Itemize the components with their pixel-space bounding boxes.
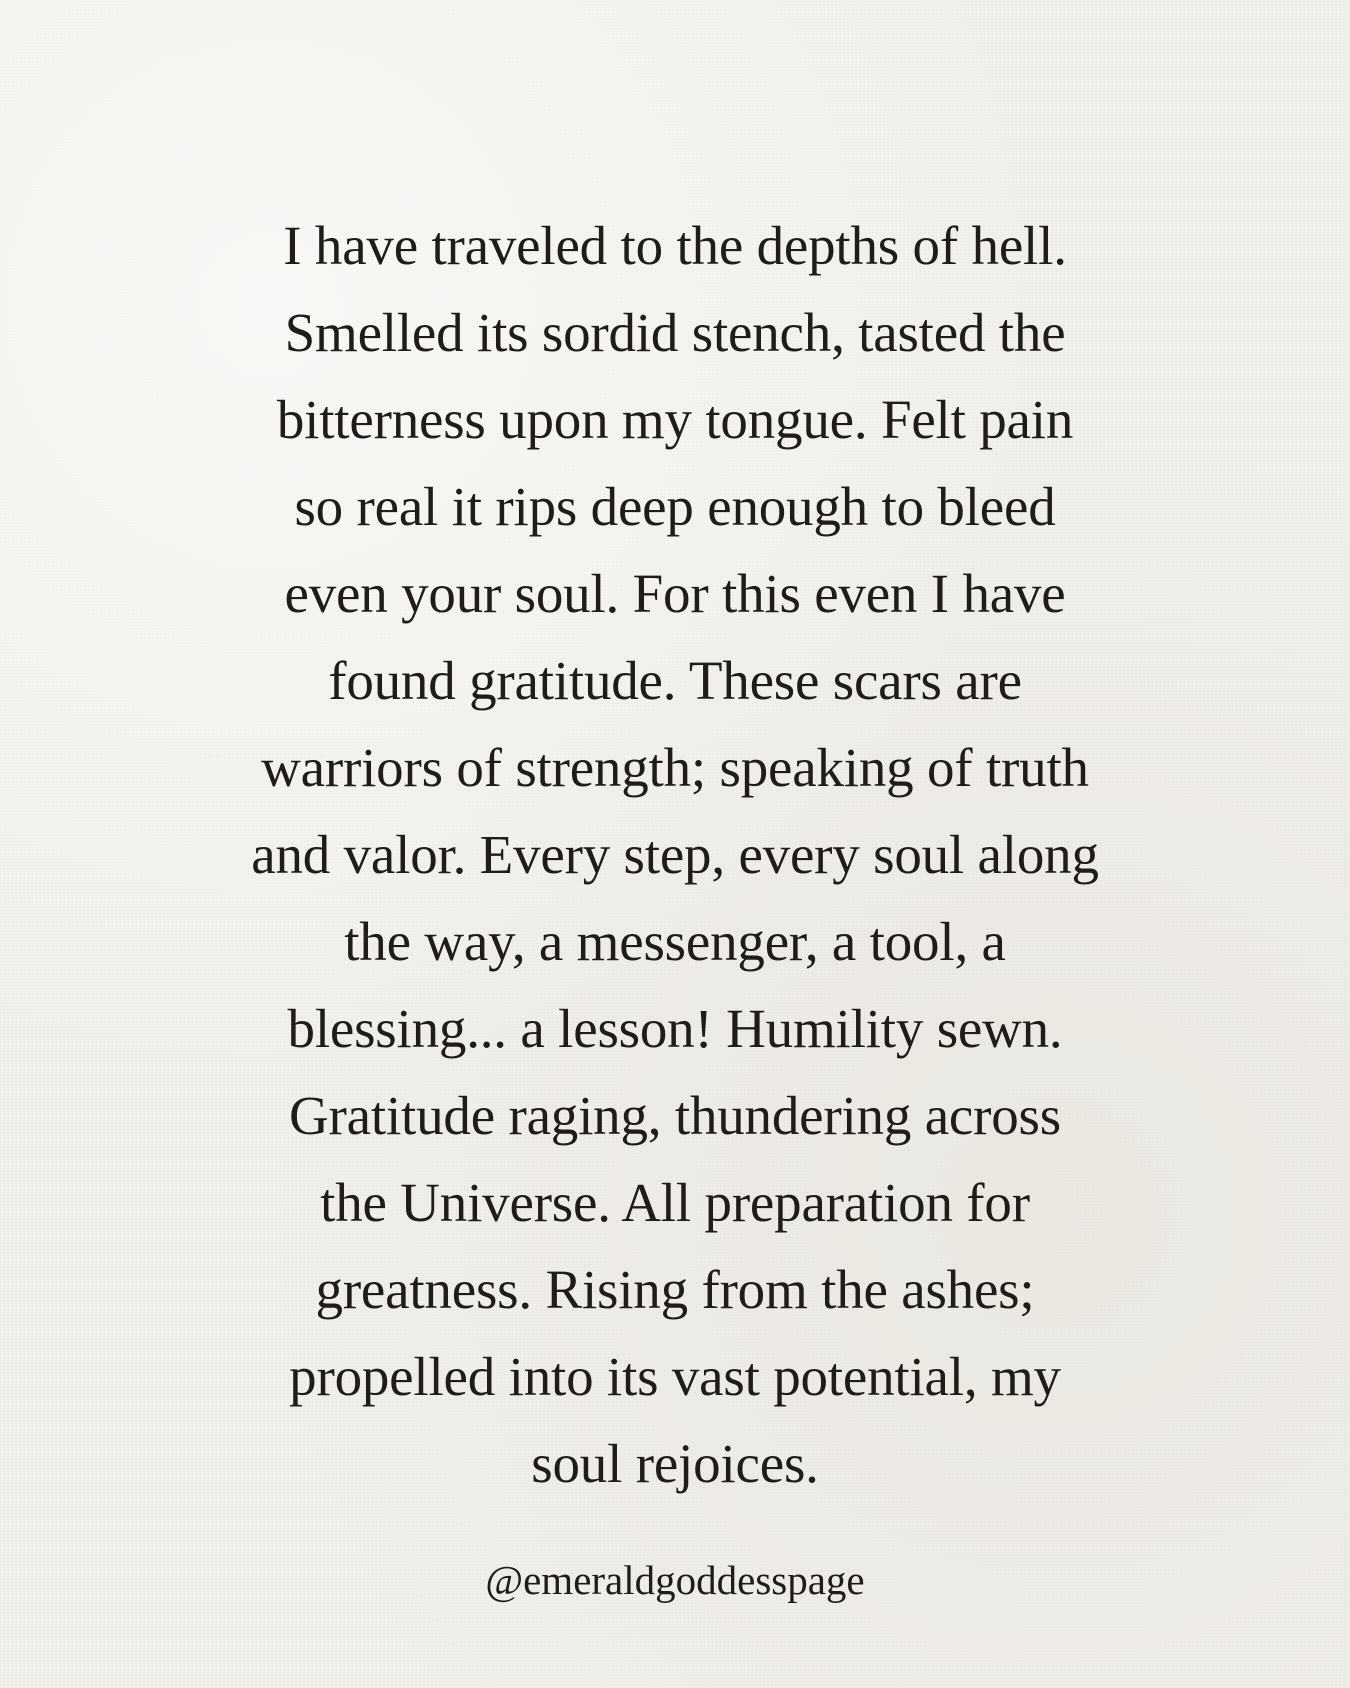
author-handle: @emeraldgoddesspage	[485, 1557, 865, 1603]
poem-line: bitterness upon my tongue. Felt pain	[276, 389, 1074, 450]
poem-line: I have traveled to the depths of hell.	[283, 215, 1067, 276]
poem-line: soul rejoices.	[531, 1433, 819, 1494]
poem-line: so real it rips deep enough to bleed	[294, 476, 1056, 537]
poem-line: Smelled its sordid stench, tasted the	[284, 302, 1066, 363]
poem-text	[0, 202, 1350, 1507]
poem-line: propelled into its vast potential, my	[289, 1346, 1061, 1407]
poem-line: the Universe. All preparation for	[320, 1172, 1030, 1233]
poem-line: and valor. Every step, every soul along	[251, 824, 1099, 885]
poem-line: the way, a messenger, a tool, a	[344, 911, 1006, 972]
poem-line: warriors of strength; speaking of truth	[261, 737, 1089, 798]
poem-line: found gratitude. These scars are	[328, 650, 1022, 711]
poem-line: Gratitude raging, thundering across	[289, 1085, 1061, 1146]
poem-line: even your soul. For this even I have	[284, 563, 1066, 624]
poem-line: greatness. Rising from the ashes;	[315, 1259, 1035, 1320]
poem-line: blessing... a lesson! Humility sewn.	[287, 998, 1063, 1059]
